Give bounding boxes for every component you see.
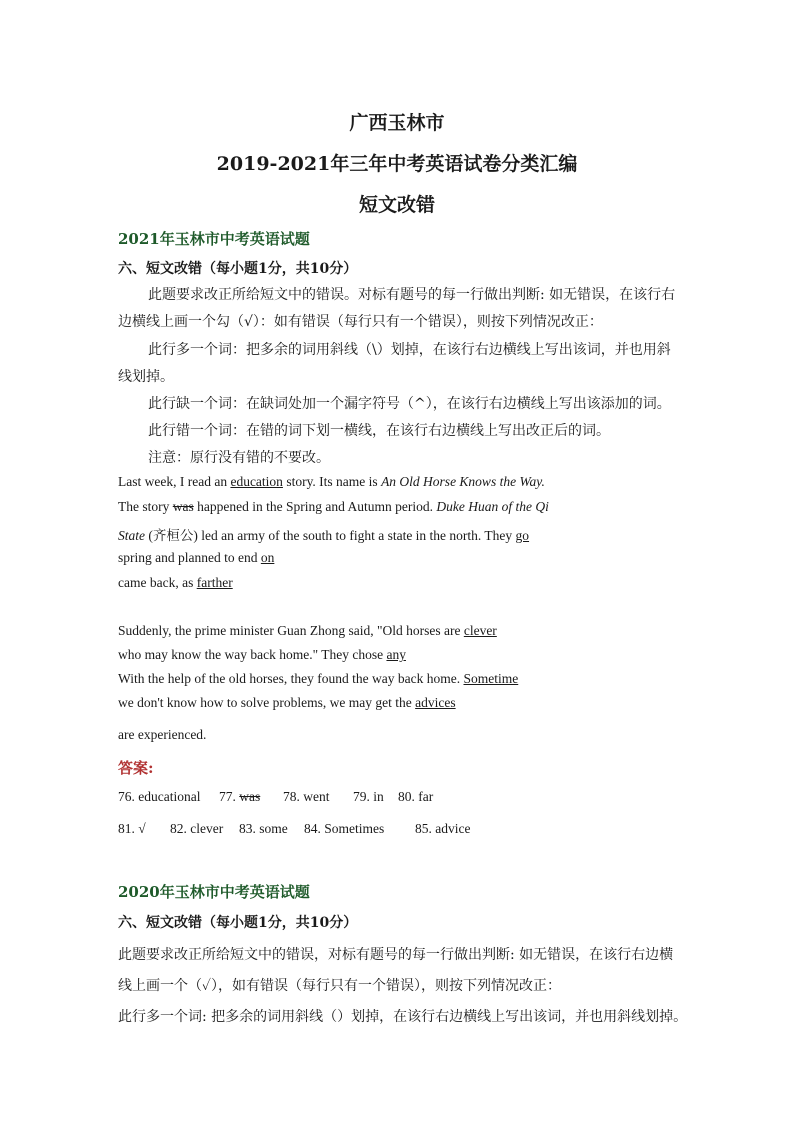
answer-item: 85. advice: [415, 821, 471, 836]
section-heading-2020: 2020年玉林市中考英语试题: [118, 883, 310, 901]
instruction-line: 线划掉。: [118, 369, 174, 385]
instruction-line: 线上画一个（✓），如有错误（每行只有一个错误），则按下列情况改正：: [118, 978, 562, 994]
instruction-line: 此行错一个词：在错的词下划一横线，在该行右边横线上写出改正后的词。: [148, 423, 610, 439]
answer-item: 81. √: [118, 821, 146, 836]
passage-line: spring and planned to end on: [118, 550, 275, 565]
instruction-line: 此行缺一个词：在缺词处加一个漏字符号（^），在该行右边横线上写出该添加的词。: [148, 396, 671, 412]
answer-label: 答案:: [118, 759, 154, 777]
passage-line: Suddenly, the prime minister Guan Zhong said, "Old horses are clever: [118, 623, 497, 638]
passage-line: who may know the way back home." They chose any: [118, 647, 406, 662]
answer-item: 78. went: [283, 789, 330, 804]
answer-item: 84. Sometimes: [304, 821, 385, 836]
answer-item: 77. was: [219, 789, 261, 804]
doc-title-topic: 短文改错: [358, 194, 435, 216]
error-word: education: [230, 474, 283, 489]
doc-title-region: 广西玉林市: [349, 112, 445, 134]
instruction-line: 此题要求改正所给短文中的错误，对标有题号的每一行做出判断: 如无错误，在该行右边横: [118, 947, 674, 963]
passage-line: State (齐桓公) led an army of the south to fight a state in the north. They go: [118, 528, 530, 543]
passage-line: The story was happened in the Spring and Autumn period. Duke Huan of the Qi: [118, 499, 549, 514]
section-heading-2021: 2021年玉林市中考英语试题: [118, 230, 310, 248]
answer-item: 80. far: [398, 789, 434, 804]
passage-line: are experienced.: [118, 727, 207, 742]
instruction-note: 注意：原行没有错的不要改。: [148, 450, 330, 466]
instruction-line: 此题要求改正所给短文中的错误。对标有题号的每一行做出判断: 如无错误，在该行右: [148, 287, 676, 303]
error-word: on: [260, 550, 275, 565]
error-word: go: [515, 528, 530, 543]
answer-item: 83. some: [239, 821, 288, 836]
error-word: was: [172, 499, 194, 514]
error-word: advices: [415, 695, 456, 710]
passage-line: Last week, I read an education story. Its name is An Old Horse Knows the Way.: [118, 474, 545, 489]
answer-item: 76. educational: [118, 789, 201, 804]
passage-line: we don't know how to solve problems, we may get the advices: [118, 695, 456, 710]
doc-title-main: 2019-2021年三年中考英语试卷分类汇编: [216, 153, 578, 175]
passage-line: With the help of the old horses, they found the way back home. Sometime: [118, 671, 519, 686]
error-word: any: [386, 647, 406, 662]
passage-line: came back, as farther: [118, 575, 233, 590]
instruction-line: 此行多一个词: 把多余的词用斜线（）划掉，在该行右边横线上写出该词，并也用斜线划掉。: [118, 1009, 688, 1025]
error-word: clever: [463, 623, 497, 638]
error-word: farther: [196, 575, 233, 590]
instruction-line: 此行多一个词：把多余的词用斜线（\）划掉，在该行右边横线上写出该词，并也用斜: [148, 342, 671, 358]
answer-item: 82. clever: [170, 821, 224, 836]
answer-item: 79. in: [353, 789, 384, 804]
instruction-line: 边横线上画一个勾（√）：如有错误（每行只有一个错误），则按下列情况改正：: [118, 314, 603, 330]
question-heading-2020: 六、短文改错（每小题1分，共10分）: [118, 915, 358, 931]
error-word: Sometime: [463, 671, 519, 686]
question-heading-2021: 六、短文改错（每小题1分，共10分）: [118, 261, 358, 277]
